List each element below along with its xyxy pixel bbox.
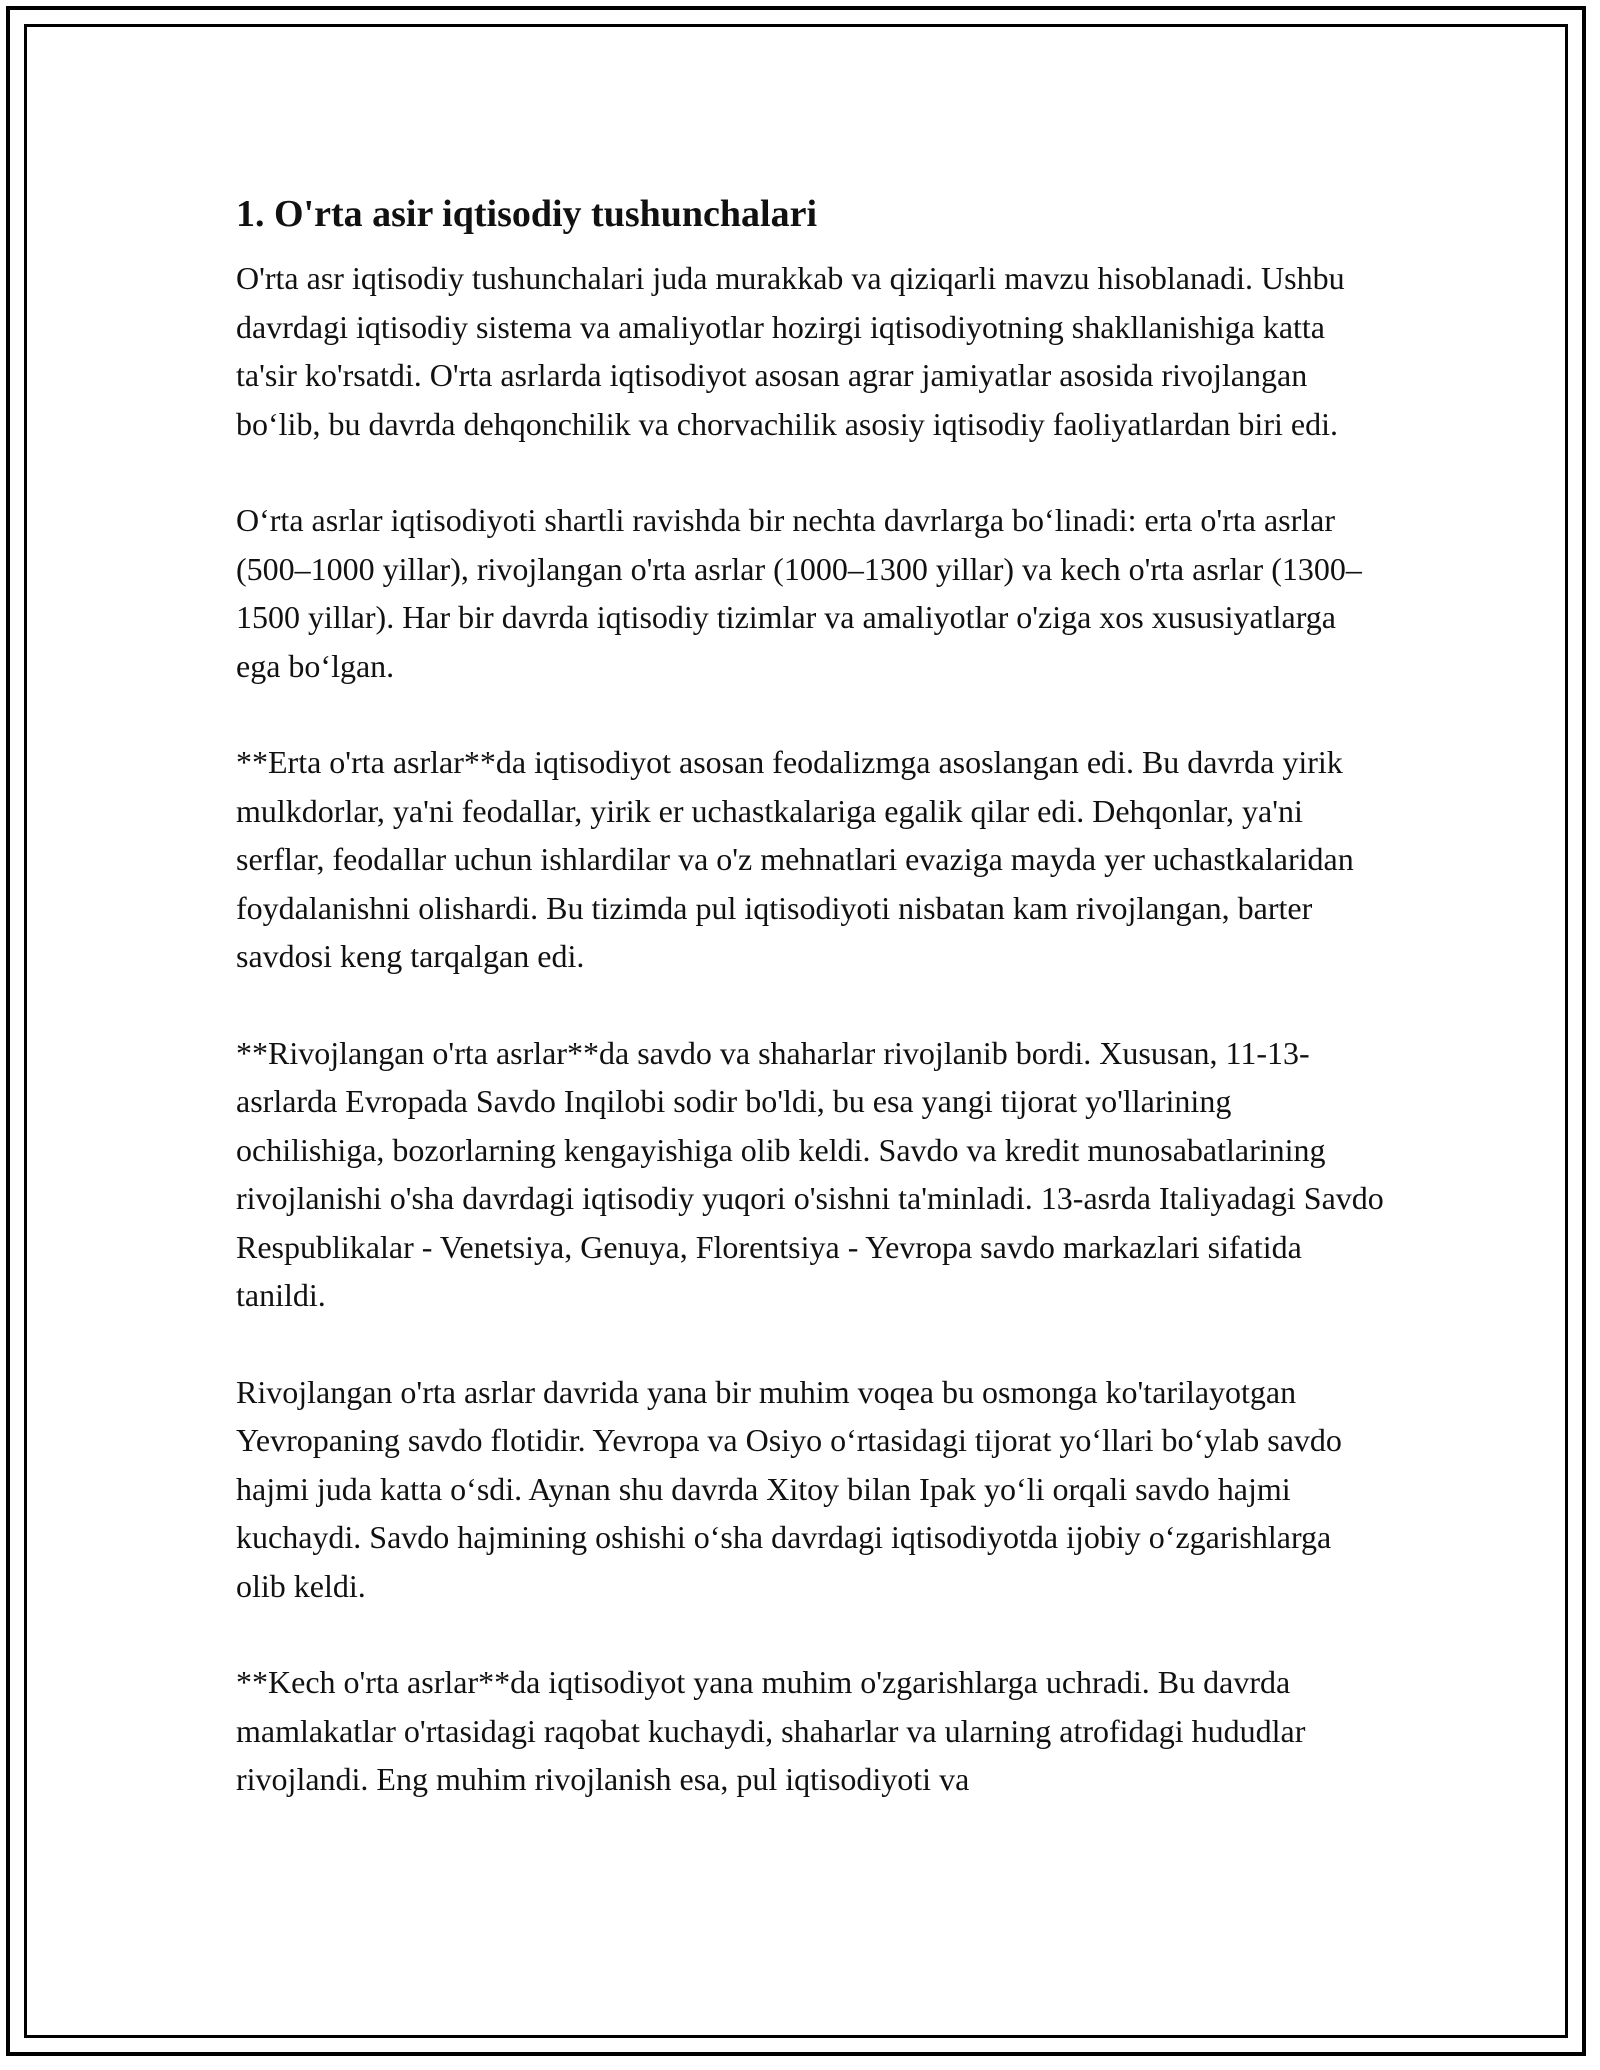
paragraph-high-middle-ages: **Rivojlangan o'rta asrlar**da savdo va shaharlar rivojlanib bordi. Xususan, 11-13-asrlarda Evropada Savdo Inqilobi sodir bo'ldi, bu esa yangi tijorat yo'llarining ochilishiga, bozorlarning kengayishiga olib keldi. Savdo va kredit munosabatlarining rivojlanishi o'sha davrdagi iqtisodiy yuqori o'sishni ta'minladi. 13-asrda Italiyadagi Savdo Respublikalar - Venetsiya, Genuya, Florentsiya - Yevropa savdo markazlari sifatida tanildi. <box>236 1034 1384 1313</box>
paragraph-intro: O'rta asr iqtisodiy tushunchalari juda murakkab va qiziqarli mavzu hisoblanadi. Ushbu davrdagi iqtisodiy sistema va amaliyotlar hozirgi iqtisodiyotning shakllanishiga katta ta'sir ko'rsatdi. O'rta asrlarda iqtisodiyot asosan agrar jamiyatlar asosida rivojlangan bo‘lib, bu davrda dehqonchilik va chorvachilik asosiy iqtisodiy faoliyatlardan biri edi. <box>236 260 1345 442</box>
paragraph-trade-fleet: Rivojlangan o'rta asrlar davrida yana bir muhim voqea bu osmonga ko'tarilayotgan Yevropaning savdo flotidir. Yevropa va Osiyo o‘rtasidagi tijorat yo‘llari bo‘ylab savdo hajmi juda katta o‘sdi. Aynan shu davrda Xitoy bilan Ipak yo‘li orqali savdo hajmi kuchaydi. Savdo hajmining oshishi o‘sha davrdagi iqtisodiyotda ijobiy o‘zgarishlarga olib keldi. <box>236 1373 1342 1604</box>
paragraph-periods: O‘rta asrlar iqtisodiyoti shartli ravishda bir nechta davrlarga bo‘linadi: erta o'rta asrlar (500–1000 yillar), rivojlangan o'rta asrlar (1000–1300 yillar) va kech o'rta asrlar (1300–1500 yillar). Har bir davrda iqtisodiy tizimlar va amaliyotlar o'ziga xos xususiyatlarga ega bo‘lgan. <box>236 502 1362 684</box>
paragraph-early-middle-ages: **Erta o'rta asrlar**da iqtisodiyot asosan feodalizmga asoslangan edi. Bu davrda yirik mulkdorlar, ya'ni feodallar, yirik er uchastkalariga egalik qilar edi. Dehqonlar, ya'ni serflar, feodallar uchun ishlardilar va o'z mehnatlari evaziga mayda yer uchastkalaridan foydalanishni olishardi. Bu tizimda pul iqtisodiyoti nisbatan kam rivojlangan, barter savdosi keng tarqalgan edi. <box>236 744 1354 974</box>
paragraph-late-middle-ages: **Kech o'rta asrlar**da iqtisodiyot yana muhim o'zgarishlarga uchradi. Bu davrda mamlakatlar o'rtasidagi raqobat kuchaydi, shaharlar va ularning atrofidagi hududlar rivojlandi. Eng muhim rivojlanish esa, pul iqtisodiyoti va <box>236 1664 1306 1797</box>
section-heading: 1. O'rta asir iqtisodiy tushunchalari <box>236 193 818 235</box>
document-body <box>236 186 1386 1852</box>
